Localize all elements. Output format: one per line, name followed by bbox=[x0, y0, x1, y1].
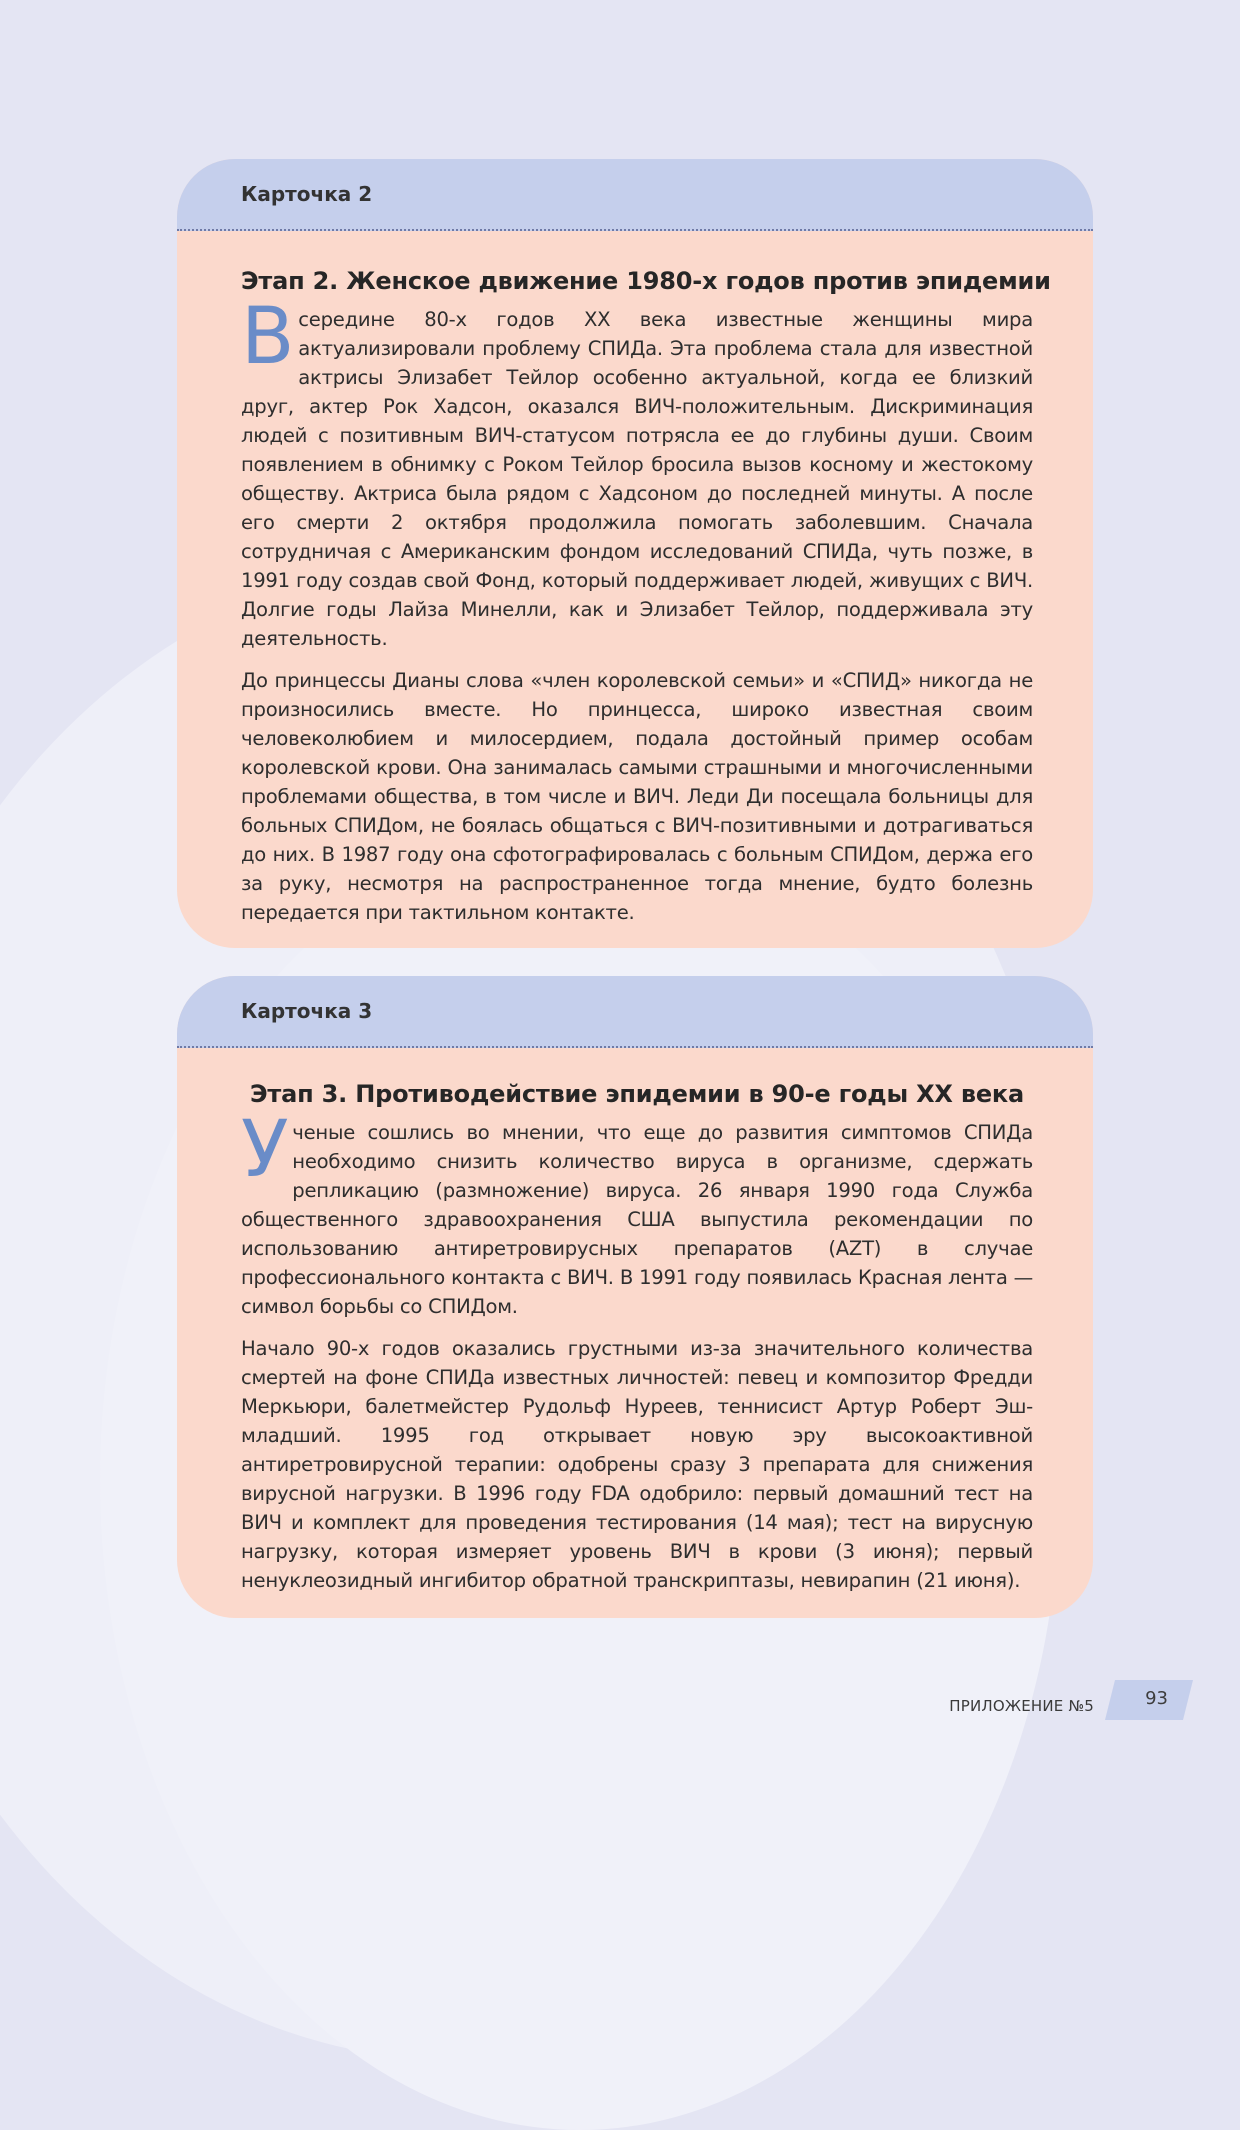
card-2-body bbox=[177, 231, 1093, 927]
card-2-paragraph-1 bbox=[241, 292, 1033, 653]
card-3-paragraph-1-text: ченые сошлись во мнении, что еще до развития симптомов СПИДа необходимо снизить количество вируса в организме, сдержать репликацию (размножение) вируса. 26 января 1990 года Служба общественного здравоохранения США выпустила рекомендации по использованию антиретровирусных препаратов (AZT) в случае профессионального контакта с ВИЧ. В 1991 году появилась Красная лента — символ борьбы со СПИДом. bbox=[241, 1121, 1033, 1318]
page-number: 93 bbox=[1145, 1688, 1168, 1709]
card-3-header bbox=[177, 976, 1093, 1048]
card-2-paragraph-1-text: середине 80-х годов XX века известные женщины мира актуализировали проблему СПИДа. Эта проблема стала для известной актрисы Элизабет Тейлор особенно актуальной, когда ее близкий друг, актер Рок Хадсон, оказался ВИЧ-положительным. Дискриминация людей с позитивным ВИЧ-статусом потрясла ее до глубины души. Своим появлением в обнимку с Роком Тейлор бросила вызов косному и жестокому обществу. Актриса была рядом с Хадсоном до последней минуты. А после его смерти 2 октября продолжила помогать заболевшим. Сначала сотрудничая с Американским фондом исследований СПИДа, чуть позже, в 1991 году создав свой Фонд, который поддерживает людей, живущих с ВИЧ. Долгие годы Лайза Минелли, как и Элизабет Тейлор, поддерживала эту деятельность. bbox=[241, 308, 1033, 650]
card-2-label: Карточка 2 bbox=[241, 182, 373, 206]
card-2-dropcap: В bbox=[241, 292, 295, 382]
card-3 bbox=[177, 976, 1093, 1618]
card-3-label: Карточка 3 bbox=[241, 999, 373, 1023]
page-footer bbox=[940, 1680, 1240, 1724]
card-3-dropcap: У bbox=[241, 1105, 289, 1195]
card-2-paragraph-2: До принцессы Дианы слова «член королевской семьи» и «СПИД» никогда не произносились вместе. Но принцесса, широко известная своим человеколюбием и милосердием, подала достойный пример особам королевской крови. Она занималась самыми страшными и многочисленными проблемами общества, в том числе и ВИЧ. Леди Ди посещала больницы для больных СПИДом, не боялась общаться с ВИЧ-позитивными и дотрагиваться до них. В 1987 году она сфотографировалась с больным СПИДом, держа его за руку, несмотря на распространенное тогда мнение, будто болезнь передается при тактильном контакте. bbox=[241, 669, 1033, 924]
card-3-body bbox=[177, 1048, 1093, 1595]
card-3-title: Этап 3. Противодействие эпидемии в 90-е годы XX века bbox=[249, 1080, 1025, 1108]
card-2-title: Этап 2. Женское движение 1980-х годов против эпидемии bbox=[241, 267, 1051, 295]
card-2-header bbox=[177, 159, 1093, 231]
appendix-label: ПРИЛОЖЕНИЕ №5 bbox=[949, 1697, 1094, 1715]
card-2 bbox=[177, 159, 1093, 948]
card-3-paragraph-1 bbox=[241, 1105, 1033, 1321]
card-3-paragraph-2: Начало 90-х годов оказались грустными из-за значительного количества смертей на фоне СПИДа известных личностей: певец и композитор Фредди Меркьюри, балетмейстер Рудольф Нуреев, теннисист Артур Роберт Эш-младший. 1995 год открывает новую эру высокоактивной антиретровирусной терапии: одобрены сразу 3 препарата для снижения вирусной нагрузки. В 1996 году FDA одобрило: первый домашний тест на ВИЧ и комплект для проведения тестирования (14 мая); тест на вирусную нагрузку, которая измеряет уровень ВИЧ в крови (3 июня); первый ненуклеозидный ингибитор обратной транскриптазы, невирапин (21 июня). bbox=[241, 1337, 1033, 1592]
